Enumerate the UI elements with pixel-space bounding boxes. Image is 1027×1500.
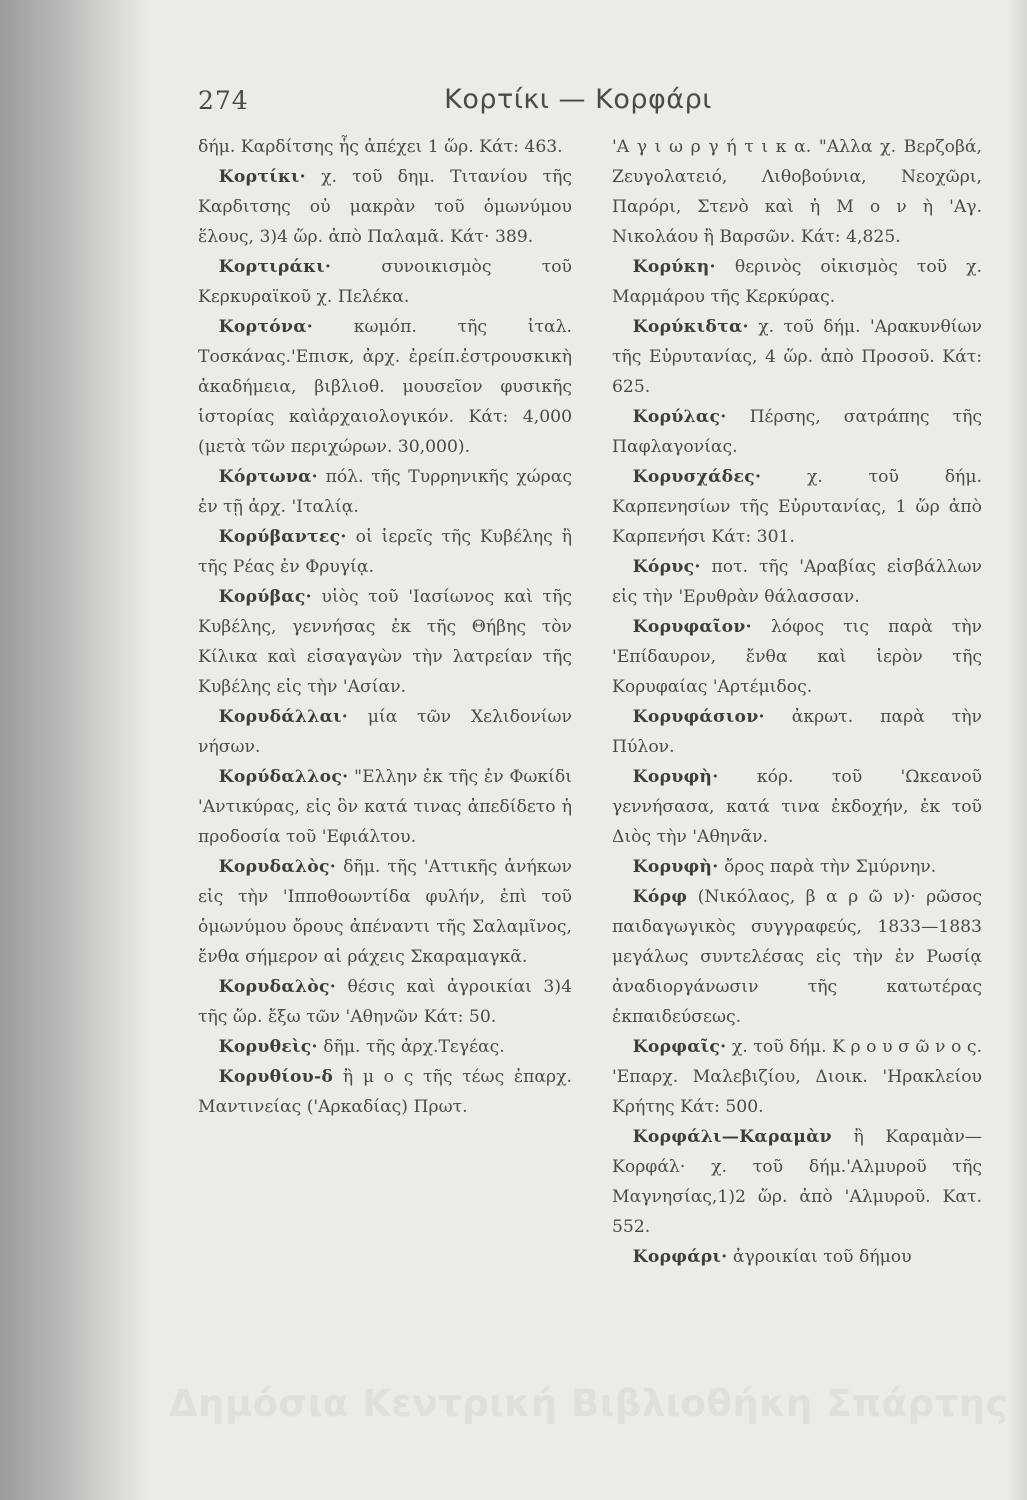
dictionary-entry <box>612 252 982 312</box>
left-column <box>198 132 572 1272</box>
entry-headword: Κορτίκι· <box>218 167 306 187</box>
entry-headword: Κόρυς· <box>632 557 701 577</box>
entry-text: ἢ μ ο ς τῆς τέως ἐπαρχ. Μαντινείας ('Αρκαδίας) Πρωτ. <box>198 1067 572 1117</box>
dictionary-entry <box>198 252 572 312</box>
entry-headword: Κορύκη· <box>632 257 716 277</box>
entry-headword: Κορυφαῖον· <box>632 617 752 637</box>
entry-text: συνοικισμὸς τοῦ Κερκυραϊκοῦ χ. Πελέκα. <box>198 257 572 307</box>
entry-headword: Κόρφ <box>632 887 688 907</box>
dictionary-entry <box>198 132 572 162</box>
dictionary-entry <box>612 132 982 252</box>
dictionary-entry <box>198 762 572 852</box>
entry-headword: Κορυδαλὸς· <box>218 977 337 997</box>
dictionary-entry <box>198 1032 572 1062</box>
entry-text: χ. τοῦ δημ. Τιτανίου τῆς Καρδιτσης οὐ μακρὰν τοῦ ὁμωνύμου ἕλους, 3)4 ὥρ. ἀπὸ Παλαμᾶ. Κάτ· 389. <box>198 167 572 247</box>
entry-headword: Κορύβαντες· <box>218 527 347 547</box>
entry-text: ἢ Καραμὰν—Κορφάλ· χ. τοῦ δήμ.'Αλμυροῦ τῆς Μαγνησίας,1)2 ὥρ. ἀπὸ 'Αλμυροῦ. Κατ. 552. <box>612 1127 982 1237</box>
entry-headword: Κορφάρι· <box>632 1247 728 1267</box>
entry-headword: Κορυφὴ· <box>632 857 719 877</box>
right-column <box>612 132 982 1272</box>
entry-text: λόφος τις παρὰ τὴν 'Επίδαυρον, ἔνθα καὶ ἱερὸν τῆς Κορυφαίας 'Αρτέμιδος. <box>612 617 982 697</box>
dictionary-entry <box>198 702 572 762</box>
entry-headword: Κορύλας· <box>632 407 727 427</box>
entry-headword: Κορφάλι—Καραμὰν <box>632 1127 832 1147</box>
entry-text: κόρ. τοῦ 'Ωκεανοῦ γεννήσασα, κατά τινα ἐκδοχήν, ἐκ τοῦ Διὸς τὴν 'Αθηνᾶν. <box>612 767 982 847</box>
entry-text: υἱὸς τοῦ 'Ιασίωνος καὶ τῆς Κυβέλης, γεννήσας ἐκ τῆς Θήβης τὸν Κίλικα καὶ εἰσαγαγὼν τὴν λατρείαν τῆς Κυβέλης εἰς τὴν 'Ασίαν. <box>198 587 572 697</box>
entry-text: ποτ. τῆς 'Αραβίας εἰσβάλλων εἰς τὴν 'Ερυθρὰν θάλασσαν. <box>612 557 982 607</box>
entry-headword: Κορυφὴ· <box>632 767 719 787</box>
page-header <box>198 84 958 124</box>
entry-text: θέσις καὶ ἀγροικίαι 3)4 τῆς ὥρ. ἔξω τῶν 'Αθηνῶν Κάτ: 50. <box>198 977 572 1027</box>
entry-headword: Κορυθίου-δ <box>218 1067 334 1087</box>
entry-headword: Κορύκιδτα· <box>632 317 749 337</box>
entry-text: χ. τοῦ δήμ. Καρπενησίων τῆς Εὐρυτανίας, 1 ὥρ ἀπὸ Καρπενήσι Κάτ: 301. <box>612 467 982 547</box>
entry-text: Πέρσης, σατράπης τῆς Παφλαγονίας. <box>612 407 982 457</box>
dictionary-entry <box>612 1032 982 1122</box>
dictionary-entry <box>612 402 982 462</box>
entry-headword: Κορυδάλλαι· <box>218 707 349 727</box>
dictionary-entry <box>612 702 982 762</box>
entry-text: ἀκρωτ. παρὰ τὴν Πύλον. <box>612 707 982 757</box>
entry-headword: Κορτόνα· <box>218 317 314 337</box>
entry-text: ἀγροικίαι τοῦ δήμου <box>727 1247 912 1267</box>
dictionary-entry <box>612 462 982 552</box>
running-title: Κορτίκι — Κορφάρι <box>444 84 712 115</box>
dictionary-entry <box>612 882 982 1032</box>
dictionary-entry <box>198 582 572 702</box>
entry-text: "Ελλην ἐκ τῆς ἐν Φωκίδι 'Αντικύρας, εἰς ὃν κατά τινας ἀπεδίδετο ἡ προδοσία τοῦ 'Εφιάλτου. <box>198 767 572 847</box>
entry-text: ὄρος παρὰ τὴν Σμύρνην. <box>718 857 937 877</box>
scan-edge-right <box>1007 0 1027 1500</box>
entry-text: θερινὸς οἰκισμὸς τοῦ χ. Μαρμάρου τῆς Κερκύρας. <box>612 257 982 307</box>
dictionary-entry <box>612 762 982 852</box>
library-watermark: Δημόσια Κεντρική Βιβλιοθήκη Σπάρτης <box>168 1382 1009 1425</box>
entry-headword: Κορτιράκι· <box>218 257 332 277</box>
entry-text: πόλ. τῆς Τυρρηνικῆς χώρας ἐν τῇ ἀρχ. 'Ιταλίᾳ. <box>198 467 572 517</box>
entry-text: δῆμ. τῆς ἀρχ.Τεγέας. <box>317 1037 505 1057</box>
dictionary-entry <box>198 972 572 1032</box>
entry-headword: Κορυσχάδες· <box>632 467 762 487</box>
dictionary-entry <box>198 162 572 252</box>
entry-text: χ. τοῦ δήμ. 'Αρακυνθίων τῆς Εὐρυτανίας, 4 ὥρ. ἀπὸ Προσοῦ. Κάτ: 625. <box>612 317 982 397</box>
dictionary-entry <box>198 1062 572 1122</box>
entry-text: κωμόπ. τῆς ἰταλ. Τοσκάνας.'Επισκ, ἀρχ. ἐρείπ.ἐστρουσκικὴ ἀκαδήμεια, βιβλιοθ. μουσεῖον φυσικῆς ἱστορίας καὶἀρχαιολογικόν. Κάτ: 4,000 (μετὰ τῶν περιχώρων. 30,000). <box>198 317 572 457</box>
entry-text: δῆμ. τῆς 'Αττικῆς ἀνήκων εἰς τὴν 'Ιπποθοωντίδα φυλήν, ἐπὶ τοῦ ὁμωνύμου ὄρους ἀπέναντι τῆς Σαλαμῖνος, ἔνθα σήμερον αἱ ράχεις Σκαραμαγκᾶ. <box>198 857 572 967</box>
dictionary-entry <box>198 462 572 522</box>
entry-headword: Κορυθεὶς· <box>218 1037 318 1057</box>
entry-text: οἱ ἱερεῖς τῆς Κυβέλης ἢ τῆς Ρέας ἐν Φρυγίᾳ. <box>198 527 572 577</box>
dictionary-entry <box>612 552 982 612</box>
entry-text: 'Α γ ι ω ρ γ ή τ ι κ α. "Αλλα χ. Βερζοβά, Ζευγολατειό, Λιθοβούνια, Νεοχῶρι, Παρόρι, Στενὸ καὶ ἡ Μ ο ν ὴ 'Αγ. Νικολάου ἢ Βαρσῶν. Κάτ: 4,825. <box>612 137 982 247</box>
dictionary-entry <box>612 852 982 882</box>
entry-text: (Νικόλαος, β α ρ ῶ ν)· ρῶσος παιδαγωγικὸς συγγραφεύς, 1833—1883 μεγάλως συντελέσας εἰς τὴν ἐν Ρωσίᾳ ἀναδιοργάνωσιν τῆς κατωτέρας ἐκπαιδεύσεως. <box>612 887 982 1027</box>
dictionary-entry <box>612 1242 982 1272</box>
entry-text: μία τῶν Χελιδονίων νήσων. <box>198 707 572 757</box>
dictionary-entry <box>198 852 572 972</box>
dictionary-entry <box>198 522 572 582</box>
entry-headword: Κορυφάσιον· <box>632 707 765 727</box>
page-number: 274 <box>198 86 249 115</box>
entry-text: δήμ. Καρδίτσης ἧς ἀπέχει 1 ὥρ. Κάτ: 463. <box>198 137 563 157</box>
dictionary-entry <box>612 1122 982 1242</box>
scan-edge-shadow <box>0 0 150 1500</box>
dictionary-entry <box>612 312 982 402</box>
entry-headword: Κόρτωνα· <box>218 467 318 487</box>
entry-headword: Κορυδαλὸς· <box>218 857 337 877</box>
dictionary-entry <box>198 312 572 462</box>
dictionary-entry <box>612 612 982 702</box>
entry-headword: Κορφαῖς· <box>632 1037 727 1057</box>
entry-headword: Κορύβας· <box>218 587 312 607</box>
entry-text: χ. τοῦ δήμ. Κ ρ ο υ σ ῶ ν ο ς. 'Επαρχ. Μαλεβιζίου, Διοικ. 'Ηρακλείου Κρήτης Κάτ: 500. <box>612 1037 982 1117</box>
entry-headword: Κορύδαλλος· <box>218 767 349 787</box>
